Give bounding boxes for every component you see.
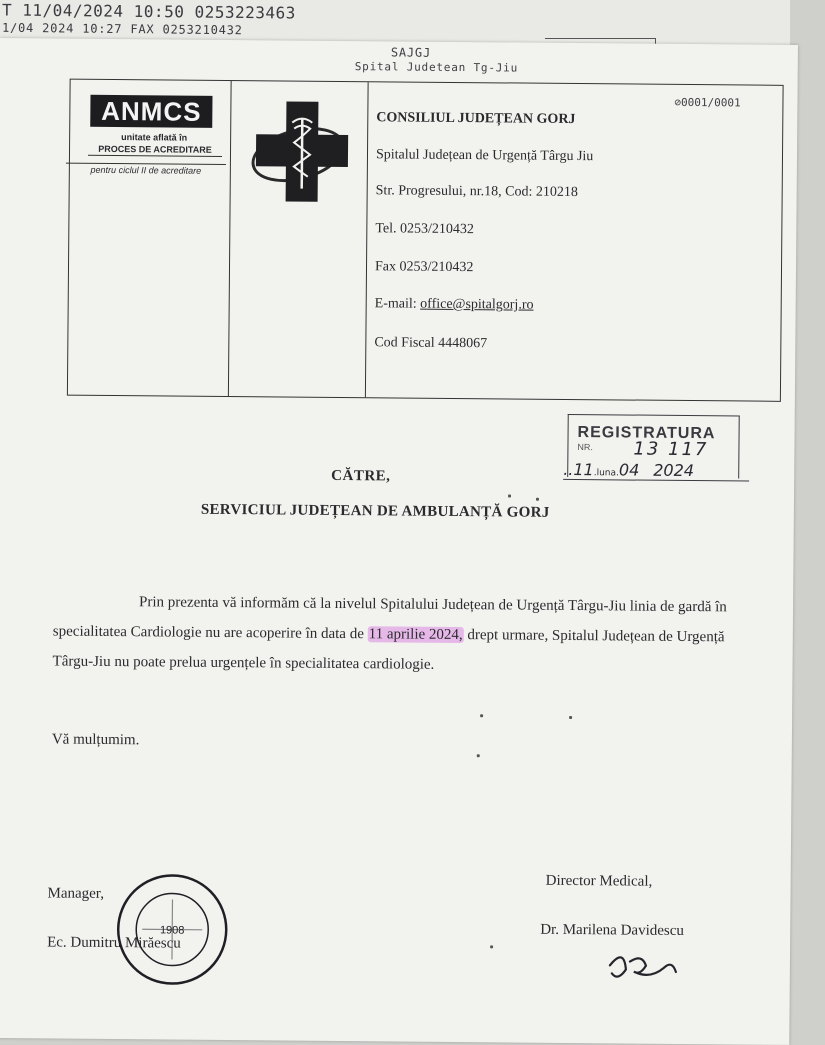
hospital-phone: Tel. 0253/210432 bbox=[375, 221, 474, 238]
anmcs-caption-3: pentru ciclul II de acreditare bbox=[66, 163, 226, 176]
registry-stamp-title: REGISTRATURA bbox=[577, 424, 716, 443]
hospital-address: Str. Progresului, nr.18, Cod: 210218 bbox=[375, 183, 578, 201]
registry-stamp bbox=[563, 410, 742, 484]
registry-number: 13 117 bbox=[633, 438, 709, 461]
hospital-name: Spitalul Județean de Urgență Târgu Jiu bbox=[375, 147, 594, 165]
registry-day: 11 bbox=[573, 460, 594, 480]
scan-noise bbox=[536, 498, 539, 501]
hospital-round-stamp-icon bbox=[112, 869, 233, 990]
letter-body: Prin prezenta vă informăm că la nivelul Spitalului Județean de Urgență Târgu-Jiu linia de gardă în specialitatea Cardiologie nu are acoperire în data de 11 aprilie 2024, drept urmare, Spitalul Județean de Urgență Târgu-Jiu nu poate prelua urgențele în specialitatea cardiologie. bbox=[52, 594, 727, 673]
fax-header-line-2: 1/04 2024 10:27 FAX 0253210432 bbox=[1, 20, 243, 38]
manager-title: Manager, bbox=[47, 885, 105, 902]
letterhead-divider-1 bbox=[228, 81, 232, 396]
anmcs-logo: ANMCS bbox=[90, 95, 212, 128]
scan-noise bbox=[569, 716, 572, 719]
hospital-fiscal-code: Cod Fiscal 4448067 bbox=[374, 335, 488, 352]
scan-noise bbox=[477, 754, 480, 757]
fax-page-number: ⊘0001/0001 bbox=[674, 95, 741, 110]
letterhead-divider-2 bbox=[365, 82, 369, 397]
svg-text:1908: 1908 bbox=[159, 924, 185, 937]
recipient-name: SERVICIUL JUDEȚEAN DE AMBULANȚĂ GORJ bbox=[200, 501, 550, 521]
hospital-email-line: E-mail: office@spitalgorj.ro bbox=[374, 296, 534, 313]
director-signature-icon bbox=[602, 943, 682, 986]
letterhead bbox=[67, 79, 784, 402]
fax-sender-name: Spital Judetean Tg-Jiu bbox=[354, 60, 519, 75]
director-title: Director Medical, bbox=[545, 872, 653, 890]
medical-cross-icon bbox=[248, 96, 361, 207]
hospital-email-link[interactable]: office@spitalgorj.ro bbox=[420, 296, 534, 313]
scan-noise bbox=[508, 494, 511, 497]
registry-nr-label: NR. bbox=[577, 442, 593, 453]
closing-thanks: Vă mulțumim. bbox=[51, 731, 140, 749]
scan-noise bbox=[490, 945, 493, 948]
fax-page-icon: ⊘ bbox=[674, 95, 682, 109]
addressee-label: CĂTRE, bbox=[331, 467, 391, 485]
county-council: CONSILIUL JUDEȚEAN GORJ bbox=[376, 110, 576, 128]
registry-date: ..11.luna.04 2024 bbox=[563, 460, 749, 482]
anmcs-caption-2: PROCES DE ACREDITARE bbox=[88, 144, 222, 157]
anmcs-caption-1: unitate aflată în bbox=[121, 132, 188, 143]
fax-sender-code: SAJGJ bbox=[390, 45, 432, 60]
director-name: Dr. Marilena Davidescu bbox=[540, 921, 685, 940]
highlighted-date: 11 aprilie 2024, bbox=[368, 626, 463, 644]
manager-name: Ec. Dumitru Mirăescu bbox=[47, 934, 181, 952]
letter-page bbox=[0, 38, 798, 1045]
registry-month: 04 bbox=[618, 460, 640, 480]
hospital-fax: Fax 0253/210432 bbox=[374, 259, 474, 276]
fax-header-line-1: T 11/04/2024 10:50 0253223463 bbox=[1, 0, 296, 23]
scan-noise bbox=[480, 714, 483, 717]
registry-year: 2024 bbox=[653, 460, 695, 481]
